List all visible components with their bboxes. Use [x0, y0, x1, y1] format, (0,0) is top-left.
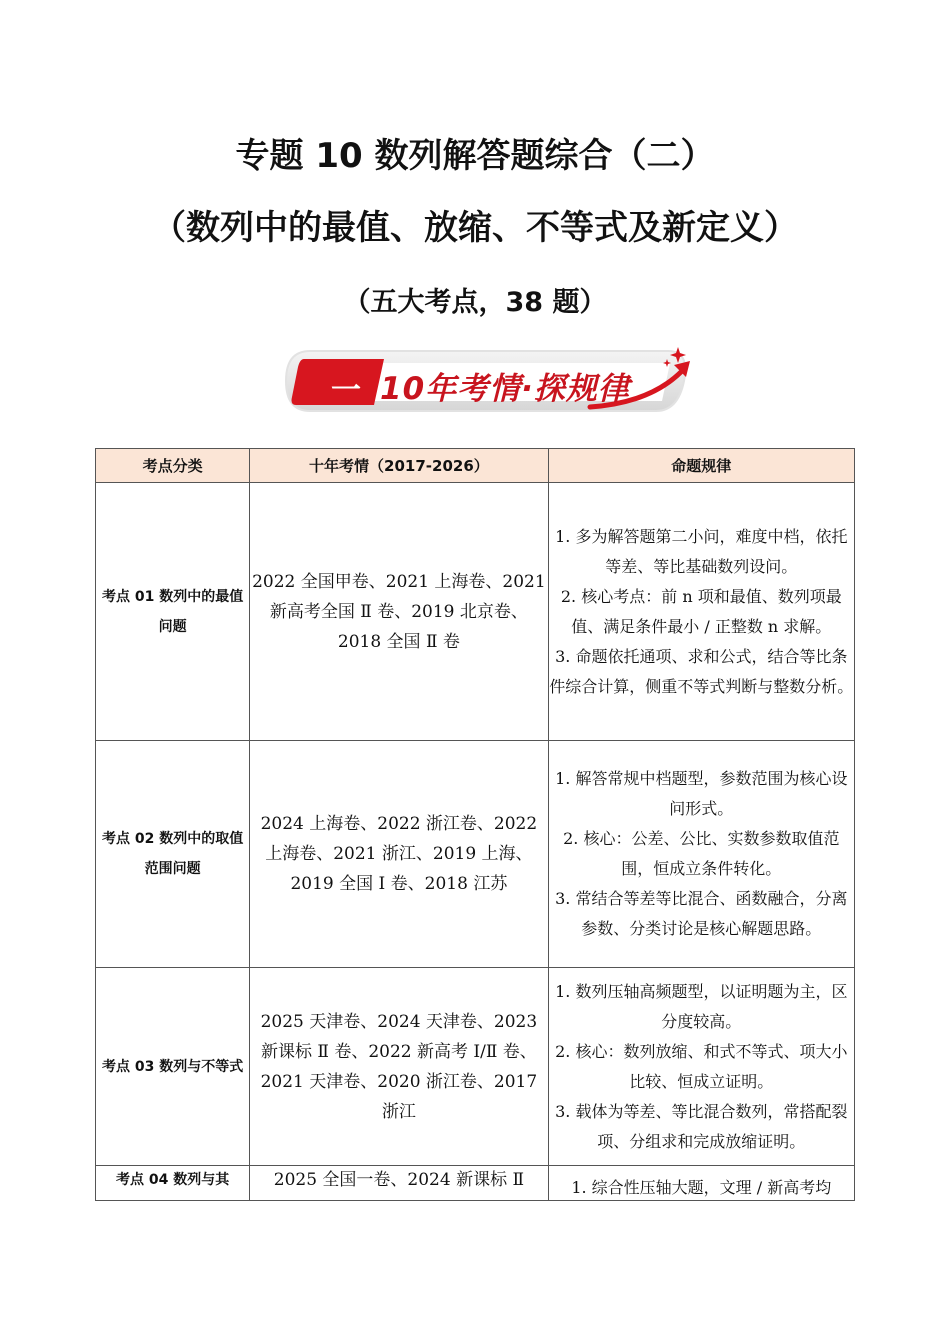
category-cell: 考点 02 数列中的取值范围问题: [96, 741, 250, 968]
rule-item: 1. 解答常规中档题型，参数范围为核心设问形式。: [555, 769, 848, 818]
page-subtitle: （数列中的最值、放缩、不等式及新定义）: [152, 208, 798, 248]
category-cell: 考点 01 数列中的最值问题: [96, 483, 250, 741]
table-row: [96, 968, 855, 1166]
rules-cell: [548, 968, 854, 1166]
header-rules: 命题规律: [548, 449, 854, 483]
rule-item: 1. 多为解答题第二小问，难度中档，依托等差、等比基础数列设问。: [555, 526, 848, 576]
years-cell: 2025 天津卷、2024 天津卷、2023 新课标 Ⅱ 卷、2022 新高考 Ⅰ/Ⅱ 卷、2021 天津卷、2020 浙江卷、2017 浙江: [250, 968, 548, 1166]
banner-label: 10年考情·探规律: [380, 371, 630, 407]
rule-item: 2. 核心：数列放缩、和式不等式、项大小比较、恒成立证明。: [555, 1041, 848, 1091]
header-years: 十年考情（2017-2026）: [250, 449, 548, 483]
rule-item: 3. 常结合等差等比混合、函数融合，分离参数、分类讨论是核心解题思路。: [555, 889, 848, 938]
table-row: [96, 741, 855, 968]
page-note: （五大考点，38 题）: [343, 287, 607, 318]
rules-cell: [548, 483, 854, 741]
rule-item: 3. 载体为等差、等比混合数列，常搭配裂项、分组求和完成放缩证明。: [555, 1101, 848, 1151]
rule-item: 2. 核心考点：前 n 项和最值、数列项最值、满足条件最小 / 正整数 n 求解。: [560, 586, 842, 636]
years-cell: 2025 全国一卷、2024 新课标 Ⅱ: [250, 1166, 548, 1201]
category-cell: 考点 04 数列与其: [96, 1166, 250, 1201]
exam-analysis-table: [95, 448, 855, 1201]
years-cell: 2024 上海卷、2022 浙江卷、2022 上海卷、2021 浙江、2019 上海、2019 全国 Ⅰ 卷、2018 江苏: [250, 741, 548, 968]
rules-cell: [548, 1166, 854, 1201]
category-cell: 考点 03 数列与不等式: [96, 968, 250, 1166]
section-banner: [280, 343, 698, 419]
page-title: 专题 10 数列解答题综合（二）: [235, 136, 715, 176]
table-row: [96, 1166, 855, 1201]
banner-number: 一: [331, 373, 361, 408]
rule-item: 3. 命题依托通项、求和公式，结合等比条件综合计算，侧重不等式判断与整数分析。: [549, 646, 854, 696]
rule-item: 1. 数列压轴高频题型，以证明题为主，区分度较高。: [555, 981, 848, 1031]
rule-item: 2. 核心：公差、公比、实数参数取值范围，恒成立条件转化。: [563, 829, 840, 878]
table-row: [96, 483, 855, 741]
table-header-row: [96, 449, 855, 483]
header-category: 考点分类: [96, 449, 250, 483]
years-cell: 2022 全国甲卷、2021 上海卷、2021 新高考全国 Ⅱ 卷、2019 北京卷、2018 全国 Ⅱ 卷: [250, 483, 548, 741]
rules-cell: [548, 741, 854, 968]
rule-item: 1. 综合性压轴大题，文理 / 新高考均: [571, 1178, 832, 1197]
